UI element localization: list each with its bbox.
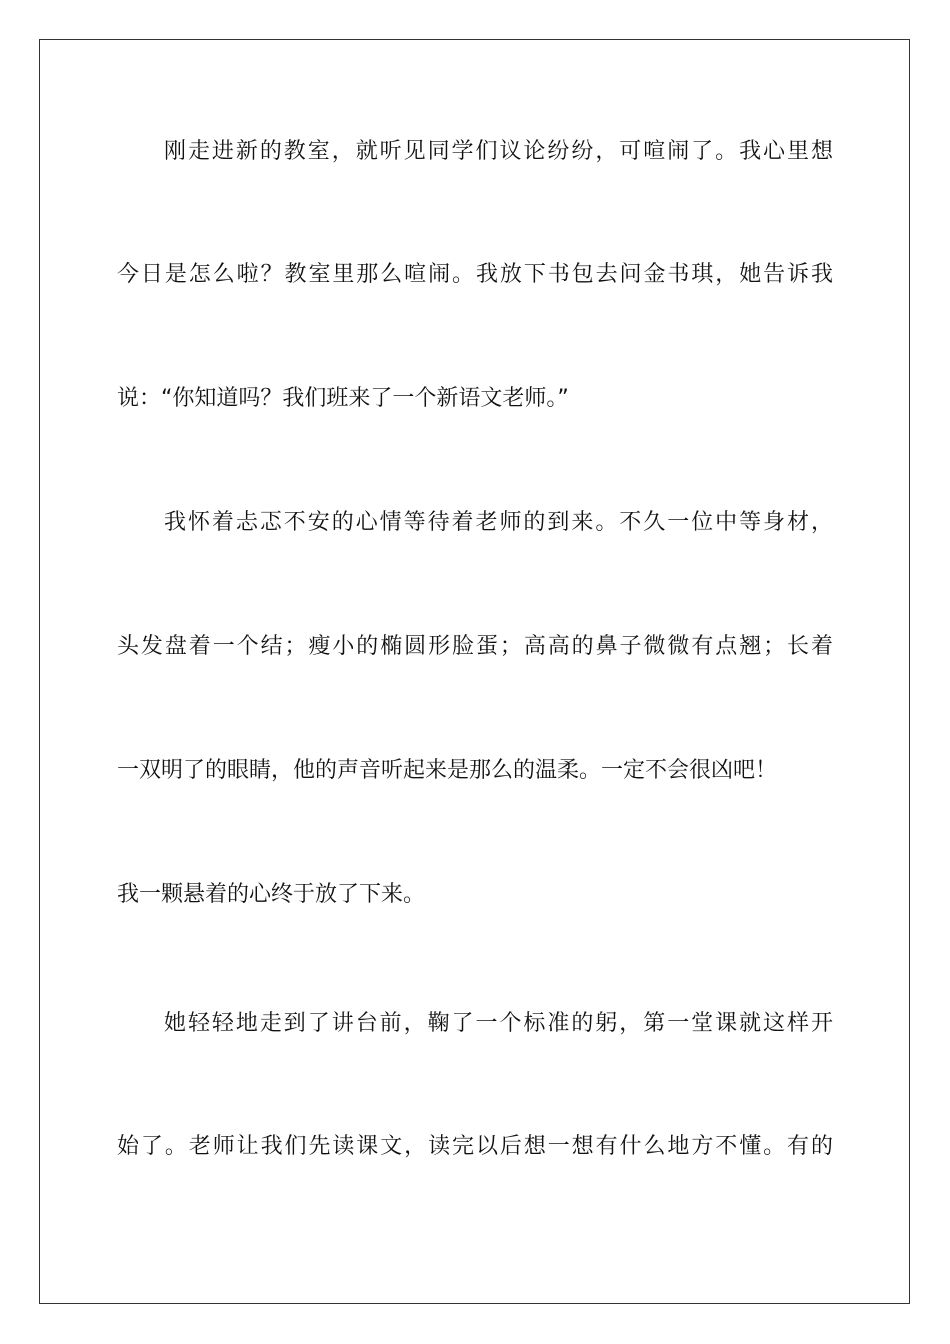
paragraph-1-line-3: 说：“你知道吗？我们班来了一个新语文老师。” (117, 386, 569, 411)
page-border (39, 39, 910, 1304)
paragraph-2-line-2: 头发盘着一个结；瘦小的椭圆形脸蛋；高高的鼻子微微有点翘；长着 (117, 634, 833, 659)
paragraph-3-line-2: 始了。老师让我们先读课文，读完以后想一想有什么地方不懂。有的 (117, 1134, 833, 1159)
paragraph-1-line-1: 刚走进新的教室，就听见同学们议论纷纷，可喧闹了。我心里想 (164, 139, 833, 164)
paragraph-1-line-2: 今日是怎么啦？教室里那么喧闹。我放下书包去问金书琪，她告诉我 (117, 262, 833, 287)
paragraph-2-line-3: 一双明了的眼睛，他的声音听起来是那么的温柔。一定不会很凶吧！ (117, 758, 778, 783)
paragraph-2-line-1: 我怀着忐忑不安的心情等待着老师的到来。不久一位中等身材， (164, 510, 833, 535)
paragraph-3-line-1: 她轻轻地走到了讲台前，鞠了一个标准的躬，第一堂课就这样开 (164, 1011, 833, 1036)
paragraph-2-line-4: 我一颗悬着的心终于放了下来。 (117, 882, 426, 907)
